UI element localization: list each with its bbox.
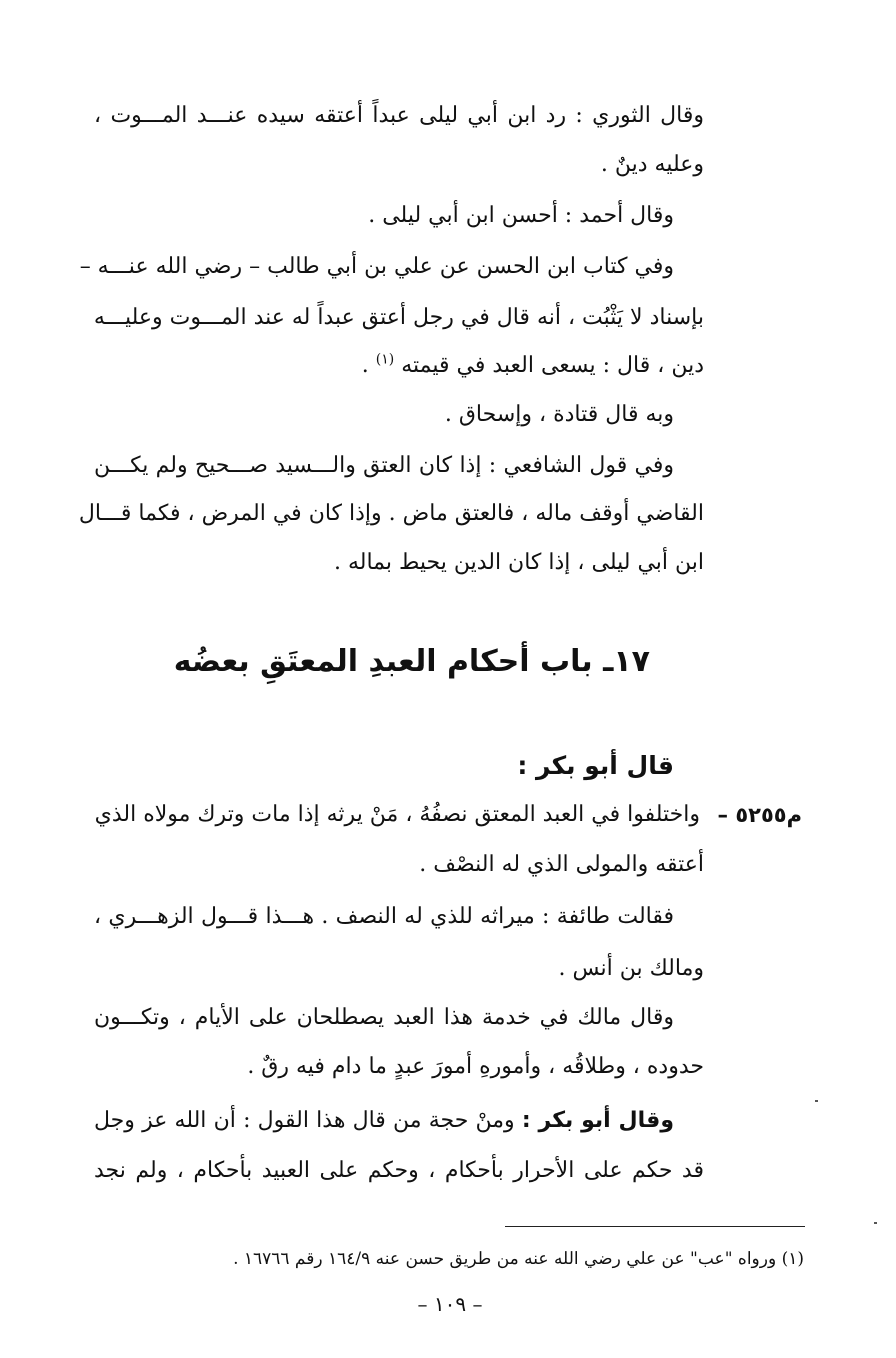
text-line: وقال الثوري : رد ابن أبي ليلى عبداً أعتقه سيده عنـــد المـــوت ، — [94, 103, 704, 128]
entry-number: م٥٢٥٥ – — [717, 803, 802, 827]
text-line: وقال مالك في خدمة هذا العبد يصطلحان على الأيام ، وتكـــون — [94, 1005, 674, 1030]
footnote-divider — [505, 1226, 805, 1227]
page-number: – ١٠٩ – — [417, 1292, 483, 1316]
text-line-with-bold-lead — [94, 1106, 674, 1136]
section-heading: ١٧ـ باب أحكام العبدِ المعتَقِ بعضُه — [173, 644, 650, 679]
text-line: أعتقه والمولى الذي له النصْف . — [419, 852, 704, 877]
text-run: . — [361, 353, 369, 378]
text-line: وبه قال قتادة ، وإسحاق . — [444, 402, 674, 427]
text-line: القاضي أوقف ماله ، فالعتق ماض . وإذا كان في المرض ، فكما قـــال — [78, 501, 704, 526]
scan-speck — [874, 1222, 877, 1224]
speaker-label: قال أبو بكر : — [517, 751, 674, 780]
text-line: فقالت طائفة : ميراثه للذي له النصف . هـــذا قـــول الزهـــري ، — [94, 904, 674, 929]
text-line: ومالك بن أنس . — [558, 956, 704, 981]
footnote: (١) ورواه "عب" عن علي رضي الله عنه من طريق حسن عنه ١٦٤/٩ رقم ١٦٧٦٦ . — [233, 1249, 804, 1269]
text-line: واختلفوا في العبد المعتق نصفُهُ ، مَنْ يرثه إذا مات وترك مولاه الذي — [94, 802, 700, 827]
footnote-marker: (١) — [375, 351, 395, 368]
text-run: ومنْ حجة من قال هذا القول : أن الله عز وجل — [94, 1108, 522, 1133]
text-line: بإسناد لا يَثْبُت ، أنه قال في رجل أعتق عبداً له عند المـــوت وعليـــه — [93, 305, 704, 330]
bold-lead: وقال أبو بكر : — [521, 1108, 674, 1133]
text-line: قد حكم على الأحرار بأحكام ، وحكم على العبيد بأحكام ، ولم نجد — [94, 1158, 704, 1183]
text-run: دين ، قال : يسعى العبد في قيمته — [401, 353, 704, 378]
text-line: وفي قول الشافعي : إذا كان العتق والـــسيد صـــحيح ولم يكـــن — [94, 453, 674, 478]
text-line-with-footnote — [94, 351, 704, 381]
scan-speck — [815, 1100, 818, 1102]
text-line: ابن أبي ليلى ، إذا كان الدين يحيط بماله . — [333, 550, 704, 575]
text-line: وفي كتاب ابن الحسن عن علي بن أبي طالب – رضي الله عنـــه – — [79, 254, 674, 279]
text-line: وعليه دينٌ . — [600, 152, 704, 177]
text-line: وقال أحمد : أحسن ابن أبي ليلى . — [368, 203, 674, 228]
text-line: حدوده ، وطلاقُه ، وأمورهِ أمورَ عبدٍ ما دام فيه رقٌ . — [247, 1054, 704, 1079]
